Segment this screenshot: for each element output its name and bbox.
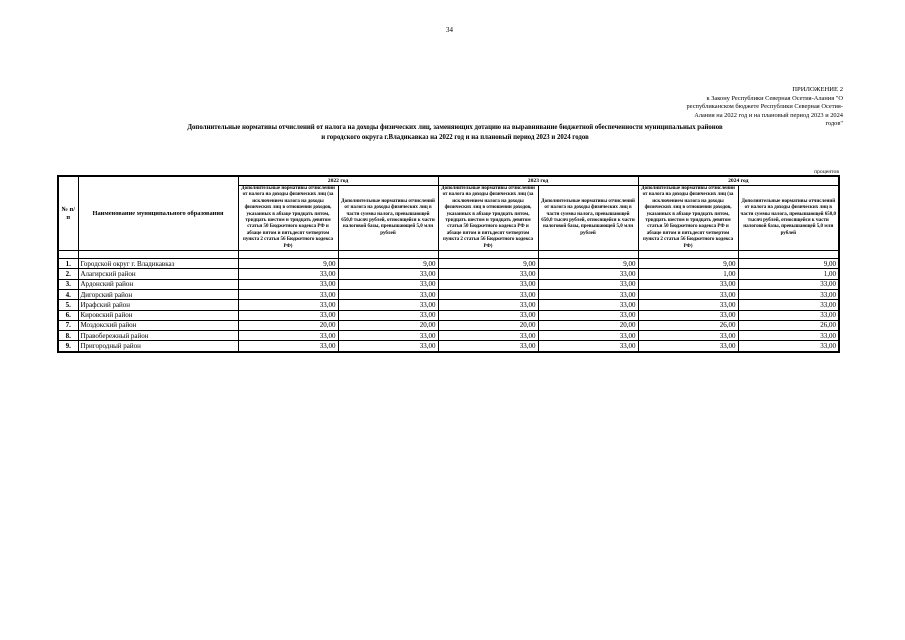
- normative-value: 33,00: [438, 269, 538, 279]
- municipality-name: Алагирский район: [78, 269, 238, 279]
- normative-value: 33,00: [338, 331, 438, 341]
- page-number: 34: [446, 26, 453, 34]
- normative-value: 9,00: [638, 259, 738, 269]
- normative-value: 33,00: [238, 341, 338, 352]
- row-number: 4.: [58, 289, 78, 299]
- row-number: 1.: [58, 259, 78, 269]
- subheader-ndfl-main: Дополнительные нормативы отчислений от налога на доходы физических лиц (за исключением налога на доходы физических лиц в отношении доходов, указанных в абзаце тридцать пятом, тридцать шестом и тридцать девятом статьи 50 Бюджетного кодекса РФ и абзаце пятом и пятьдесят четвертом пункта 2 статьи 56 Бюджетного кодекса РФ): [638, 186, 738, 251]
- row-number: 5.: [58, 300, 78, 310]
- normative-value: 1,00: [738, 269, 839, 279]
- appendix-heading: ПРИЛОЖЕНИЕ 2: [792, 86, 843, 93]
- row-number: 7.: [58, 320, 78, 330]
- normative-value: 33,00: [538, 269, 638, 279]
- subheader-ndfl-main: Дополнительные нормативы отчислений от налога на доходы физических лиц (за исключением налога на доходы физических лиц в отношении доходов, указанных в абзаце тридцать пятом, тридцать шестом и тридцать девятом статьи 50 Бюджетного кодекса РФ и абзаце пятом и пятьдесят четвертом пункта 2 статьи 56 Бюджетного кодекса РФ): [438, 186, 538, 251]
- unit-label: процентов: [814, 169, 839, 175]
- subheader-ndfl-main: Дополнительные нормативы отчислений от налога на доходы физических лиц (за исключением налога на доходы физических лиц в отношении доходов, указанных в абзаце тридцать пятом, тридцать шестом и тридцать девятом статьи 50 Бюджетного кодекса РФ и абзаце пятом и пятьдесят четвертом пункта 2 статьи 56 Бюджетного кодекса РФ): [238, 186, 338, 251]
- normative-value: 20,00: [538, 320, 638, 330]
- normative-value: 33,00: [738, 341, 839, 352]
- table-row: [58, 300, 839, 310]
- municipality-name: Моздокский район: [78, 320, 238, 330]
- title-line: Дополнительные нормативы отчислений от налога на доходы физических лиц, заменяющих дотацию на выравнивание бюджетной обеспеченности муниципальных районов: [187, 124, 723, 131]
- normative-value: 33,00: [438, 341, 538, 352]
- normative-value: 33,00: [738, 310, 839, 320]
- year-header-2024: 2024 год: [638, 176, 839, 186]
- normative-value: 33,00: [738, 289, 839, 299]
- spacer-row: [58, 251, 839, 259]
- normative-value: 33,00: [638, 289, 738, 299]
- municipality-name: Правобережный район: [78, 331, 238, 341]
- normative-value: 33,00: [638, 331, 738, 341]
- normative-value: 33,00: [738, 300, 839, 310]
- normative-value: 33,00: [238, 331, 338, 341]
- appendix-line: республиканском бюджете Республики Северная Осетия-: [686, 103, 843, 111]
- column-header-number: № п/п: [58, 176, 78, 251]
- normatives-table: [57, 175, 840, 353]
- normative-value: 33,00: [438, 279, 538, 289]
- normative-value: 33,00: [538, 289, 638, 299]
- table-row: [58, 279, 839, 289]
- year-header-2023: 2023 год: [438, 176, 638, 186]
- table-row: [58, 259, 839, 269]
- municipality-name: Городской округ г. Владикавказ: [78, 259, 238, 269]
- normative-value: 33,00: [638, 341, 738, 352]
- normative-value: 9,00: [238, 259, 338, 269]
- normative-value: 33,00: [338, 300, 438, 310]
- normative-value: 33,00: [538, 310, 638, 320]
- normative-value: 9,00: [338, 259, 438, 269]
- table-row: [58, 269, 839, 279]
- subheader-ndfl-excess: Дополнительные нормативы отчислений от налога на доходы физических лиц в части суммы налога, превышающей 650,0 тысяч рублей, относящейся к части налоговой базы, превышающей 5,0 млн рублей: [538, 186, 638, 251]
- normative-value: 33,00: [338, 310, 438, 320]
- table-body: [58, 251, 839, 352]
- normative-value: 33,00: [438, 310, 538, 320]
- normative-value: 9,00: [738, 259, 839, 269]
- subheader-ndfl-excess: Дополнительные нормативы отчислений от налога на доходы физических лиц в части суммы налога, превышающей 650,0 тысяч рублей, относящейся к части налоговой базы, превышающей 5,0 млн рублей: [738, 186, 839, 251]
- normative-value: 26,00: [638, 320, 738, 330]
- normative-value: 33,00: [738, 331, 839, 341]
- normative-value: 20,00: [438, 320, 538, 330]
- title-line: и городского округа г.Владикавказ на 2022 год и на плановый период 2023 и 2024 годов: [321, 134, 589, 141]
- appendix-line: к Закону Республики Северная Осетия-Алания "О: [706, 94, 843, 102]
- year-header-2022: 2022 год: [238, 176, 438, 186]
- normative-value: 33,00: [538, 300, 638, 310]
- normative-value: 33,00: [738, 279, 839, 289]
- column-header-name: Наименование муниципального образования: [78, 176, 238, 251]
- municipality-name: Ирафский район: [78, 300, 238, 310]
- normative-value: 33,00: [238, 279, 338, 289]
- appendix-line: Алания на 2022 год и на плановый период 2023 и 2024: [694, 111, 843, 119]
- normative-value: 33,00: [538, 341, 638, 352]
- normative-value: 33,00: [338, 341, 438, 352]
- document-title: [70, 123, 840, 143]
- normative-value: 33,00: [238, 300, 338, 310]
- normative-value: 33,00: [338, 279, 438, 289]
- normative-value: 9,00: [538, 259, 638, 269]
- municipality-name: Кировский район: [78, 310, 238, 320]
- row-number: 8.: [58, 331, 78, 341]
- normative-value: 26,00: [738, 320, 839, 330]
- normative-value: 20,00: [338, 320, 438, 330]
- row-number: 6.: [58, 310, 78, 320]
- normative-value: 1,00: [638, 269, 738, 279]
- subheader-ndfl-excess: Дополнительные нормативы отчислений от налога на доходы физических лиц в части суммы налога, превышающей 650,0 тысяч рублей, относящейся к части налоговой базы, превышающей 5,0 млн рублей: [338, 186, 438, 251]
- normative-value: 9,00: [438, 259, 538, 269]
- normative-value: 33,00: [338, 269, 438, 279]
- normative-value: 33,00: [338, 289, 438, 299]
- normative-value: 33,00: [538, 279, 638, 289]
- row-number: 3.: [58, 279, 78, 289]
- municipality-name: Дигорский район: [78, 289, 238, 299]
- year-header-row: [58, 176, 839, 186]
- table-row: [58, 310, 839, 320]
- appendix-line: годов": [825, 120, 843, 128]
- normative-value: 33,00: [438, 331, 538, 341]
- table-row: [58, 320, 839, 330]
- row-number: 9.: [58, 341, 78, 352]
- table-row: [58, 331, 839, 341]
- normative-value: 33,00: [638, 300, 738, 310]
- table-row: [58, 341, 839, 352]
- row-number: 2.: [58, 269, 78, 279]
- municipality-name: Пригородный район: [78, 341, 238, 352]
- normative-value: 33,00: [538, 331, 638, 341]
- normative-value: 33,00: [438, 300, 538, 310]
- normative-value: 33,00: [238, 289, 338, 299]
- normative-value: 33,00: [438, 289, 538, 299]
- municipality-name: Ардонский район: [78, 279, 238, 289]
- normative-value: 20,00: [238, 320, 338, 330]
- normative-value: 33,00: [638, 310, 738, 320]
- table-row: [58, 289, 839, 299]
- normative-value: 33,00: [238, 269, 338, 279]
- normative-value: 33,00: [238, 310, 338, 320]
- normative-value: 33,00: [638, 279, 738, 289]
